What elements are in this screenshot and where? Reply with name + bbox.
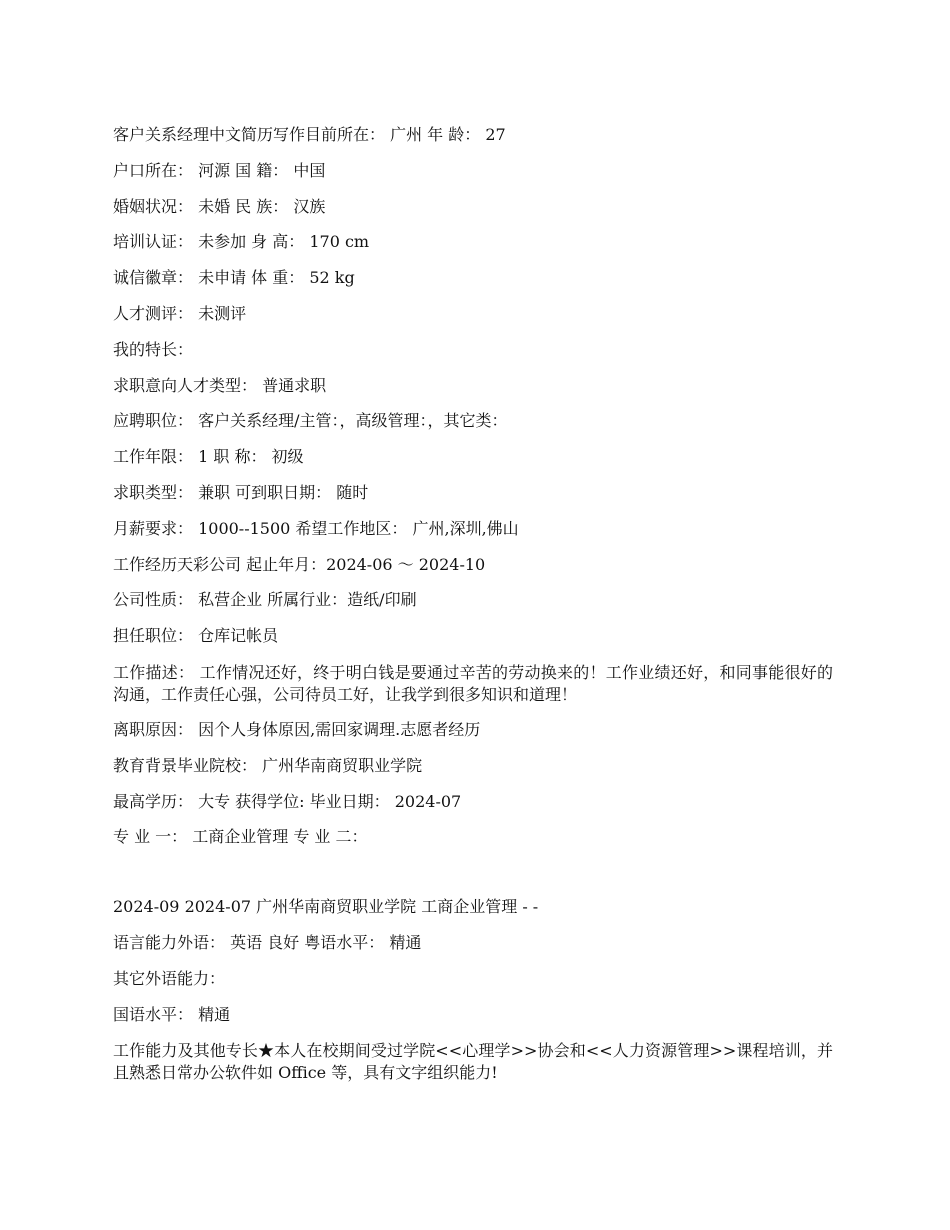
resume-line-years-title: 工作年限： 1 职 称： 初级 [113,447,304,467]
section-gap [113,863,833,897]
resume-line-training-height: 培训认证： 未参加 身 高： 170 cm [113,232,370,252]
resume-document [113,125,833,1098]
resume-line-job-type: 求职类型： 兼职 可到职日期： 随时 [113,482,369,502]
resume-line-position: 应聘职位： 客户关系经理/主管：，高级管理：，其它类： [113,411,508,431]
resume-line-talent-type: 求职意向人才类型： 普通求职 [113,375,327,395]
resume-line-assessment: 人才测评： 未测评 [113,303,247,323]
resume-line-marital-ethnicity: 婚姻状况： 未婚 民 族： 汉族 [113,196,326,216]
resume-line-work-history: 工作经历天彩公司 起止年月：2024-06 ～ 2024-10 [113,554,486,574]
resume-line-school: 教育背景毕业院校： 广州华南商贸职业学院 [113,755,423,775]
resume-line-mandarin: 国语水平： 精通 [113,1004,231,1024]
resume-line-badge-weight: 诚信徽章： 未申请 体 重： 52 kg [113,268,355,288]
resume-line-specialty: 我的特长： [113,339,194,359]
resume-line-leave-reason: 离职原因： 因个人身体原因,需回家调理.志愿者经历 [113,719,481,739]
resume-line-company-industry: 公司性质： 私营企业 所属行业：造纸/印刷 [113,590,417,610]
resume-line-hukou-nationality: 户口所在： 河源 国 籍： 中国 [113,160,326,180]
resume-line-title-location-age: 客户关系经理中文简历写作目前所在： 广州 年 龄： 27 [113,125,506,144]
resume-line-education-record: 2024-09 2024-07 广州华南商贸职业学院 工商企业管理 - - [113,897,539,917]
resume-line-language: 语言能力外语： 英语 良好 粤语水平： 精通 [113,932,422,952]
resume-work-description: 工作描述： 工作情况还好，终于明白钱是要通过辛苦的劳动换来的！工作业绩还好，和同事能很好的沟通，工作责任心强，公司待员工好，让我学到很多知识和道理！ [113,662,833,704]
resume-line-salary-region: 月薪要求： 1000--1500 希望工作地区： 广州,深圳,佛山 [113,518,519,538]
resume-line-education: 最高学历： 大专 获得学位: 毕业日期： 2024-07 [113,791,462,811]
resume-line-role: 担任职位： 仓库记帐员 [113,626,279,646]
resume-line-other-language: 其它外语能力： [113,968,226,988]
resume-skills: 工作能力及其他专长★本人在校期间受过学院<<心理学>>协会和<<人力资源管理>>课程培训，并且熟悉日常办公软件如 Office 等，具有文字组织能力! [113,1041,833,1083]
resume-line-major: 专 业 一： 工商企业管理 专 业 二： [113,827,368,847]
